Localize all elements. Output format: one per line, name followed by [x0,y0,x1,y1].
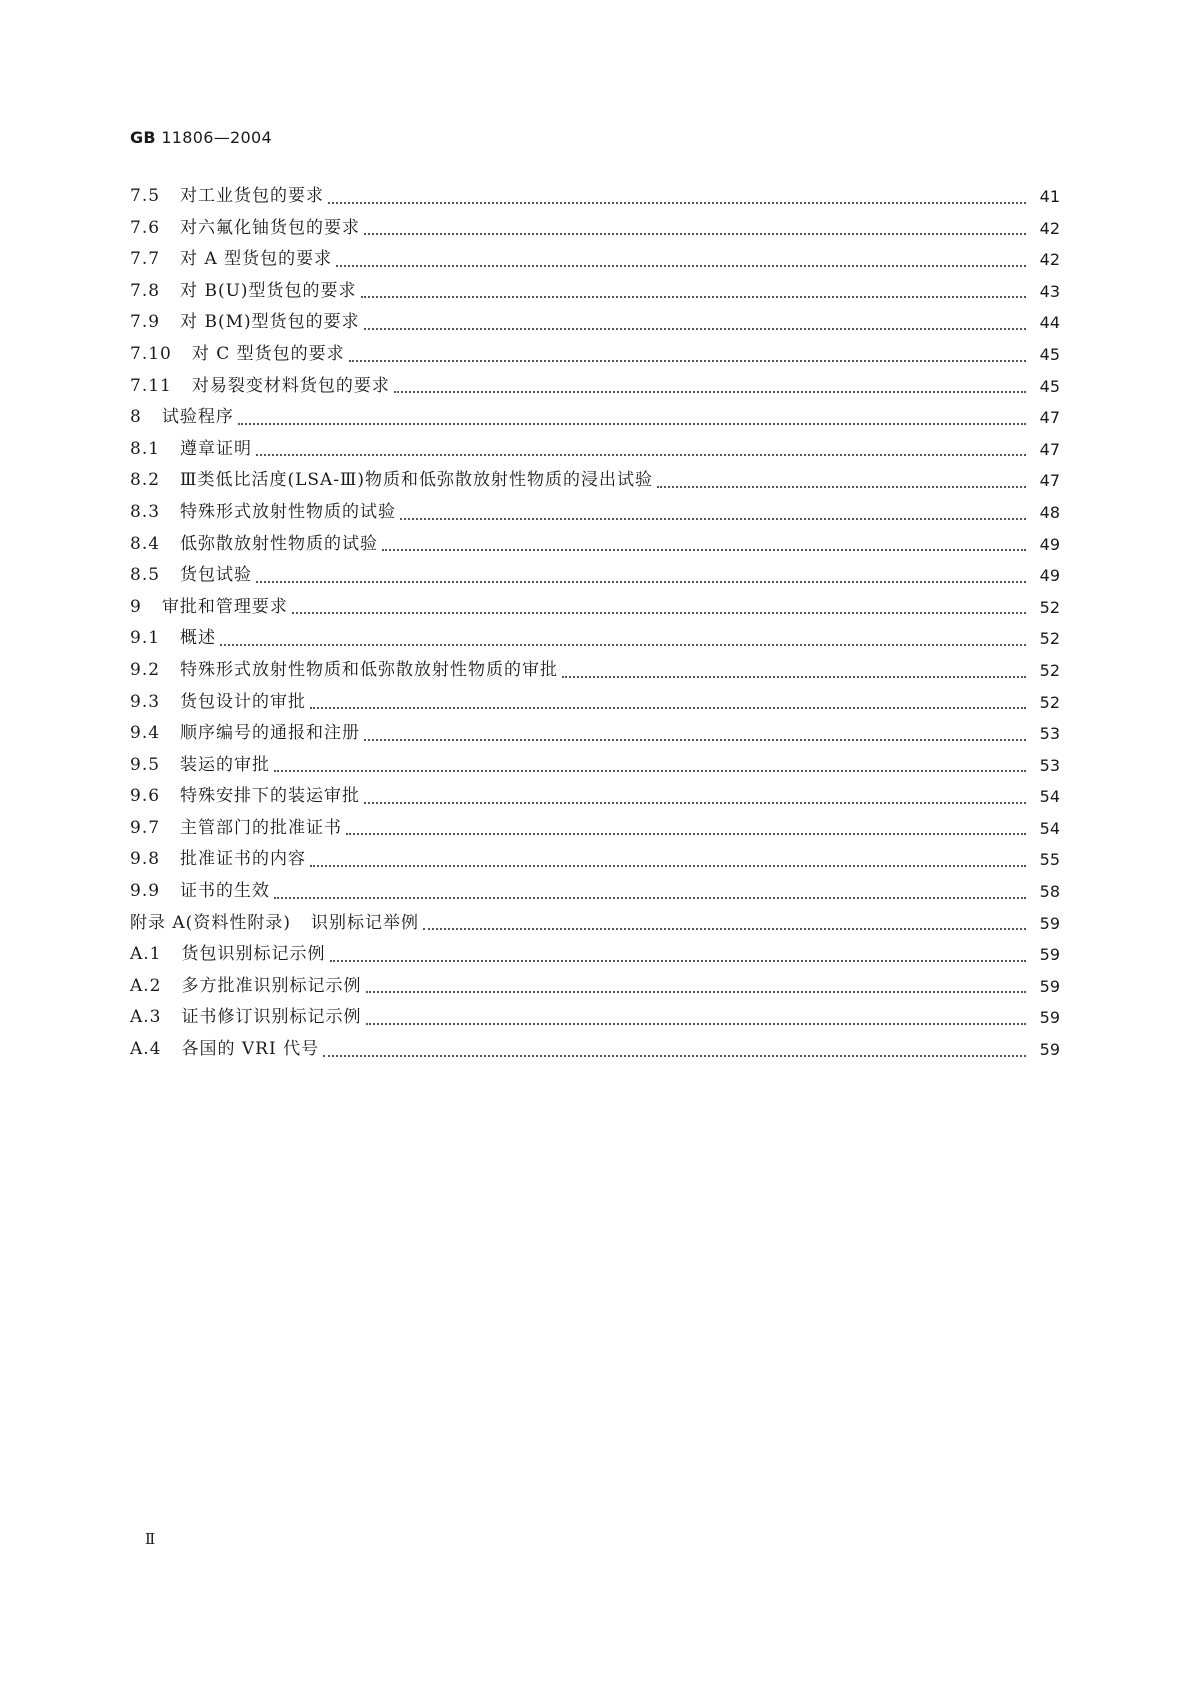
page-header [130,128,272,147]
toc-entry-page: 52 [1039,660,1060,680]
toc-entry[interactable] [130,844,1060,876]
toc-entry[interactable] [130,750,1060,782]
toc-entry-title: 概述 [180,628,217,649]
toc-entry[interactable] [130,1002,1060,1034]
toc-entry-number: 9.1 [130,628,161,649]
toc-entry-number: 7.11 [130,375,172,396]
toc-dot-leader [400,497,1026,529]
toc-dot-leader [336,244,1026,276]
toc-entry-title: Ⅲ类低比活度(LSA-Ⅲ)物质和低弥散放射性物质的浸出试验 [180,470,654,491]
toc-dot-leader [346,813,1026,845]
toc-entry[interactable] [130,623,1060,655]
toc-entry-page: 59 [1039,1008,1060,1028]
toc-entry-title: 证书修订识别标记示例 [181,1007,362,1028]
toc-dot-leader [310,844,1026,876]
toc-entry[interactable] [130,560,1060,592]
toc-entry-title: 货包试验 [180,565,253,586]
toc-entry[interactable] [130,307,1060,339]
toc-entry[interactable] [130,908,1060,940]
toc-entry-number: 8.2 [130,470,161,491]
toc-entry[interactable] [130,655,1060,687]
toc-entry-title: 货包识别标记示例 [181,944,326,965]
toc-entry-page: 53 [1039,755,1060,775]
toc-entry[interactable] [130,213,1060,245]
toc-entry-page: 53 [1039,724,1060,744]
toc-entry-page: 41 [1039,187,1060,206]
toc-dot-leader [256,434,1026,466]
toc-entry-page: 49 [1039,534,1060,554]
toc-dot-leader [364,781,1026,813]
toc-entry-page: 58 [1039,882,1060,902]
toc-dot-leader [657,465,1026,497]
toc-entry-title: 顺序编号的通报和注册 [180,723,361,744]
toc-entry[interactable] [130,529,1060,561]
toc-entry-page: 44 [1039,313,1060,333]
toc-dot-leader [423,908,1026,940]
toc-entry[interactable] [130,465,1060,497]
toc-entry-page: 42 [1039,250,1060,270]
toc-dot-leader [382,529,1026,561]
toc-entry-page: 59 [1039,976,1060,996]
toc-entry-page: 47 [1039,471,1060,491]
toc-dot-leader [220,623,1026,655]
toc-entry-title: 装运的审批 [180,754,271,775]
toc-dot-leader [323,1034,1026,1066]
toc-entry[interactable] [130,402,1060,434]
toc-entry-number: 9.5 [130,754,161,775]
toc-entry-number: 附录 A(资料性附录) [130,912,291,933]
toc-entry[interactable] [130,181,1060,213]
toc-dot-leader [366,1002,1027,1034]
toc-entry-title: 特殊形式放射性物质和低弥散放射性物质的审批 [180,659,559,680]
toc-entry-title: 货包设计的审批 [180,691,307,712]
toc-entry-number: 9 [130,596,142,617]
toc-entry-number: 8 [130,407,142,428]
toc-entry-title: 证书的生效 [180,881,271,902]
toc-entry-page: 52 [1039,597,1060,617]
toc-entry[interactable] [130,434,1060,466]
toc-dot-leader [238,402,1026,434]
toc-entry-number: A.3 [130,1007,162,1028]
toc-entry[interactable] [130,339,1060,371]
toc-entry-page: 52 [1039,629,1060,649]
toc-entry-title: 试验程序 [161,407,234,428]
toc-entry-title: 特殊形式放射性物质的试验 [180,501,397,522]
toc-entry-number: 8.4 [130,533,161,554]
toc-dot-leader [364,307,1026,339]
toc-entry-page: 59 [1039,1040,1060,1060]
page-number: Ⅱ [145,1530,156,1548]
toc-dot-leader [366,971,1027,1003]
toc-entry-number: 9.3 [130,691,161,712]
toc-entry[interactable] [130,876,1060,908]
toc-entry[interactable] [130,939,1060,971]
toc-entry[interactable] [130,276,1060,308]
toc-entry-title: 对工业货包的要求 [180,186,325,206]
toc-entry-number: 8.1 [130,438,161,459]
toc-entry-number: 7.9 [130,312,161,333]
toc-entry-page: 43 [1039,281,1060,301]
toc-entry-title: 对六氟化铀货包的要求 [180,217,361,238]
toc-dot-leader [328,181,1026,213]
toc-entry-title: 审批和管理要求 [161,596,288,617]
toc-dot-leader [364,213,1026,245]
toc-entry-title: 遵章证明 [180,438,253,459]
toc-entry-number: 7.5 [130,186,161,206]
toc-entry-number: 7.7 [130,249,161,270]
toc-dot-leader [274,876,1026,908]
toc-entry[interactable] [130,971,1060,1003]
toc-entry-number: A.4 [130,1039,162,1060]
toc-entry-page: 52 [1039,692,1060,712]
toc-entry-title: 各国的 VRI 代号 [181,1039,320,1060]
toc-entry-page: 45 [1039,344,1060,364]
toc-dot-leader [292,592,1026,624]
toc-entry-title: 对 C 型货包的要求 [191,343,345,364]
toc-entry-number: A.1 [130,944,162,965]
toc-dot-leader [364,718,1026,750]
toc-entry[interactable] [130,718,1060,750]
toc-entry[interactable] [130,813,1060,845]
toc-entry-title: 对 B(U)型货包的要求 [180,280,357,301]
standard-prefix: GB [130,128,156,147]
toc-entry-number: 7.6 [130,217,161,238]
toc-dot-leader [394,371,1026,403]
toc-entry-number: 9.8 [130,849,161,870]
toc-entry-page: 55 [1039,850,1060,870]
toc-entry[interactable] [130,687,1060,719]
toc-entry-number: A.2 [130,975,162,996]
toc-dot-leader [256,560,1026,592]
toc-entry-title: 批准证书的内容 [180,849,307,870]
toc-entry-title: 识别标记举例 [310,912,419,933]
toc-dot-leader [310,687,1026,719]
toc-entry-page: 42 [1039,218,1060,238]
toc-entry-number: 9.4 [130,723,161,744]
toc-entry-page: 47 [1039,408,1060,428]
toc-entry-page: 49 [1039,566,1060,586]
toc-entry[interactable] [130,497,1060,529]
toc-entry[interactable] [130,371,1060,403]
toc-entry-page: 54 [1039,818,1060,838]
toc-entry-page: 45 [1039,376,1060,396]
toc-entry-title: 对 A 型货包的要求 [180,249,333,270]
toc-entry-number: 8.3 [130,501,161,522]
toc-entry-page: 48 [1039,502,1060,522]
toc-entry-title: 多方批准识别标记示例 [181,975,362,996]
toc-entry-page: 59 [1039,913,1060,933]
toc-entry-number: 8.5 [130,565,161,586]
toc-entry[interactable] [130,592,1060,624]
toc-entry-title: 对易裂变材料货包的要求 [191,375,390,396]
toc-entry[interactable] [130,781,1060,813]
toc-dot-leader [274,750,1026,782]
standard-number: 11806—2004 [161,128,272,147]
toc-entry-title: 特殊安排下的装运审批 [180,786,361,807]
toc-dot-leader [349,339,1026,371]
toc-entry-page: 54 [1039,787,1060,807]
toc-entry-number: 7.10 [130,343,172,364]
table-of-contents [130,181,1060,1066]
toc-entry-page: 59 [1039,945,1060,965]
toc-entry-title: 低弥散放射性物质的试验 [180,533,379,554]
toc-entry-number: 9.6 [130,786,161,807]
toc-entry-page: 47 [1039,439,1060,459]
toc-dot-leader [361,276,1026,308]
toc-entry[interactable] [130,1034,1060,1066]
toc-entry-number: 9.7 [130,817,161,838]
toc-entry-number: 7.8 [130,280,161,301]
toc-entry-title: 对 B(M)型货包的要求 [180,312,360,333]
toc-dot-leader [330,939,1027,971]
toc-entry-number: 9.2 [130,659,161,680]
toc-dot-leader [562,655,1026,687]
toc-entry[interactable] [130,244,1060,276]
toc-entry-number: 9.9 [130,881,161,902]
toc-entry-title: 主管部门的批准证书 [180,817,343,838]
